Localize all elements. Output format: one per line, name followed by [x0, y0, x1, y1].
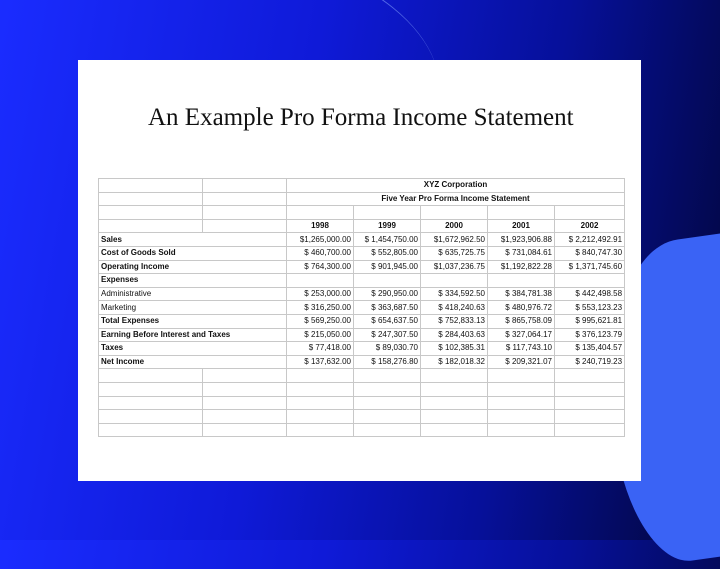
- blank-cell: [287, 396, 354, 410]
- table-row: [99, 355, 625, 369]
- value-cell: $ 553,123.23: [555, 301, 625, 315]
- blank-cell: [99, 369, 203, 383]
- blank-cell: [203, 369, 287, 383]
- value-cell: $ 569,250.00: [287, 314, 354, 328]
- value-cell: $ 158,276.80: [354, 355, 421, 369]
- value-cell: $ 290,950.00: [354, 287, 421, 301]
- blank-cell: [421, 396, 488, 410]
- value-cell: $ 764,300.00: [287, 260, 354, 274]
- blank-cell: [488, 382, 555, 396]
- blank-cell: [555, 423, 625, 437]
- blank-cell: [287, 206, 354, 220]
- value-cell: $ 442,498.58: [555, 287, 625, 301]
- value-cell: $ 2,212,492.91: [555, 233, 625, 247]
- row-label: Earning Before Interest and Taxes: [99, 328, 287, 342]
- table-row: [99, 260, 625, 274]
- blank-cell: [99, 382, 203, 396]
- income-statement-table: [98, 178, 625, 437]
- blank-cell: [203, 410, 287, 424]
- value-cell: $1,192,822.28: [488, 260, 555, 274]
- blank-cell: [99, 192, 203, 206]
- year-header: 1998: [287, 219, 354, 233]
- value-cell: $1,923,906.88: [488, 233, 555, 247]
- table-row: [99, 274, 625, 288]
- table-row: [99, 328, 625, 342]
- table-row: [99, 246, 625, 260]
- blank-cell: [421, 410, 488, 424]
- value-cell: $ 135,404.57: [555, 342, 625, 356]
- blank-cell: [287, 382, 354, 396]
- value-cell: $ 284,403.63: [421, 328, 488, 342]
- slide-title: An Example Pro Forma Income Statement: [148, 104, 574, 131]
- blank-cell: [421, 382, 488, 396]
- value-cell: $ 137,632.00: [287, 355, 354, 369]
- blank-cell: [203, 396, 287, 410]
- blank-cell: [421, 423, 488, 437]
- year-header: 2002: [555, 219, 625, 233]
- blank-cell: [488, 206, 555, 220]
- value-cell: $ 363,687.50: [354, 301, 421, 315]
- value-cell: $ 253,000.00: [287, 287, 354, 301]
- value-cell: $ 89,030.70: [354, 342, 421, 356]
- blank-cell: [203, 206, 287, 220]
- blank-cell: [555, 396, 625, 410]
- value-cell: $ 215,050.00: [287, 328, 354, 342]
- value-cell: $ 995,621.81: [555, 314, 625, 328]
- blank-cell: [287, 423, 354, 437]
- value-cell: $ 752,833.13: [421, 314, 488, 328]
- row-label: Marketing: [99, 301, 287, 315]
- value-cell: $ 102,385.31: [421, 342, 488, 356]
- row-label: Operating Income: [99, 260, 287, 274]
- blank-cell: [287, 410, 354, 424]
- value-cell: $ 327,064.17: [488, 328, 555, 342]
- value-cell: $ 865,758.09: [488, 314, 555, 328]
- value-cell: $ 247,307.50: [354, 328, 421, 342]
- value-cell: $ 418,240.63: [421, 301, 488, 315]
- value-cell: [421, 274, 488, 288]
- row-label: Cost of Goods Sold: [99, 246, 287, 260]
- blank-cell: [488, 396, 555, 410]
- blank-cell: [354, 396, 421, 410]
- row-label: Sales: [99, 233, 287, 247]
- row-label: Taxes: [99, 342, 287, 356]
- year-header-row: [99, 219, 625, 233]
- table-row: [99, 342, 625, 356]
- blank-cell: [488, 410, 555, 424]
- slide-content: [78, 60, 641, 481]
- table-row: [99, 301, 625, 315]
- blank-cell: [555, 206, 625, 220]
- blank-cell: [99, 206, 203, 220]
- value-cell: $ 1,371,745.60: [555, 260, 625, 274]
- blank-cell: [203, 179, 287, 193]
- blank-cell: [203, 382, 287, 396]
- table-row: [99, 314, 625, 328]
- row-label: Expenses: [99, 274, 287, 288]
- value-cell: $ 460,700.00: [287, 246, 354, 260]
- year-header: 1999: [354, 219, 421, 233]
- blank-cell: [555, 410, 625, 424]
- row-label: Total Expenses: [99, 314, 287, 328]
- value-cell: $ 182,018.32: [421, 355, 488, 369]
- blank-cell: [354, 410, 421, 424]
- blank-cell: [203, 192, 287, 206]
- blank-cell: [99, 423, 203, 437]
- row-label: Net Income: [99, 355, 287, 369]
- blank-cell: [99, 179, 203, 193]
- blank-cell: [354, 382, 421, 396]
- blank-cell: [421, 369, 488, 383]
- value-cell: $1,672,962.50: [421, 233, 488, 247]
- value-cell: $ 635,725.75: [421, 246, 488, 260]
- row-label: Administrative: [99, 287, 287, 301]
- blank-cell: [488, 423, 555, 437]
- blank-cell: [555, 369, 625, 383]
- value-cell: $ 654,637.50: [354, 314, 421, 328]
- value-cell: $ 552,805.00: [354, 246, 421, 260]
- value-cell: [555, 274, 625, 288]
- value-cell: $ 209,321.07: [488, 355, 555, 369]
- blank-cell: [203, 423, 287, 437]
- statement-subtitle: Five Year Pro Forma Income Statement: [287, 192, 625, 206]
- value-cell: $ 384,781.38: [488, 287, 555, 301]
- blank-cell: [354, 206, 421, 220]
- blank-cell: [354, 369, 421, 383]
- value-cell: $ 901,945.00: [354, 260, 421, 274]
- blank-cell: [354, 423, 421, 437]
- blank-cell: [421, 206, 488, 220]
- value-cell: $ 376,123.79: [555, 328, 625, 342]
- value-cell: $ 480,976.72: [488, 301, 555, 315]
- table-row: [99, 233, 625, 247]
- value-cell: $ 117,743.10: [488, 342, 555, 356]
- value-cell: $1,037,236.75: [421, 260, 488, 274]
- year-header: 2000: [421, 219, 488, 233]
- blank-cell: [99, 219, 203, 233]
- value-cell: $ 77,418.00: [287, 342, 354, 356]
- blank-cell: [287, 369, 354, 383]
- blank-cell: [99, 396, 203, 410]
- year-header: 2001: [488, 219, 555, 233]
- value-cell: $ 840,747.30: [555, 246, 625, 260]
- value-cell: $1,265,000.00: [287, 233, 354, 247]
- value-cell: $ 334,592.50: [421, 287, 488, 301]
- blank-cell: [555, 382, 625, 396]
- value-cell: [488, 274, 555, 288]
- value-cell: [354, 274, 421, 288]
- income-statement-sheet: [98, 178, 624, 434]
- blank-cell: [488, 369, 555, 383]
- value-cell: $ 316,250.00: [287, 301, 354, 315]
- value-cell: [287, 274, 354, 288]
- value-cell: $ 240,719.23: [555, 355, 625, 369]
- value-cell: $ 1,454,750.00: [354, 233, 421, 247]
- blank-cell: [203, 219, 287, 233]
- blank-cell: [99, 410, 203, 424]
- company-name: XYZ Corporation: [287, 179, 625, 193]
- value-cell: $ 731,084.61: [488, 246, 555, 260]
- table-row: [99, 287, 625, 301]
